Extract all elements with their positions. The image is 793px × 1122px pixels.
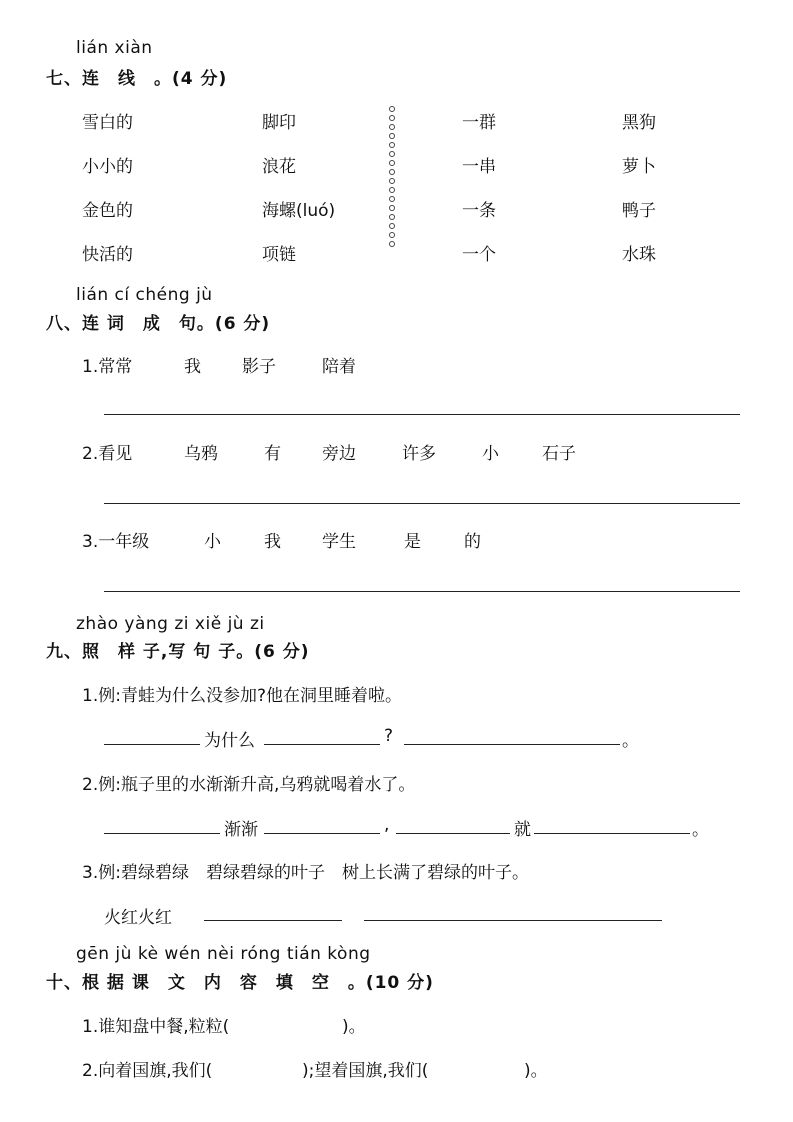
section10-pinyin: gēn jù kè wén nèi róng tián kòng [76, 944, 371, 964]
word-card: 2.看见 [82, 444, 133, 464]
dotted-divider [388, 106, 396, 250]
blank-line[interactable] [104, 744, 200, 745]
word-card: 乌鸦 [184, 444, 218, 464]
word-card: 陪着 [322, 357, 356, 377]
word-card: 旁边 [322, 444, 356, 464]
blank-line[interactable] [404, 744, 620, 745]
blank-line[interactable] [396, 833, 510, 834]
fill-text: 。 [622, 731, 639, 751]
match-left-word[interactable]: 小小的 [82, 157, 133, 177]
section9-title: 九、照 样 子,写 句 子。(6 分) [46, 642, 310, 662]
fill-text: 火红火红 [104, 908, 172, 928]
match-right-word[interactable]: 萝卜 [622, 157, 656, 177]
fill-text: 1.谁知盘中餐,粒粒( [82, 1017, 230, 1037]
match-left-word[interactable]: 脚印 [262, 113, 296, 133]
word-card: 学生 [322, 532, 356, 552]
blank-line[interactable] [264, 744, 380, 745]
match-left-word[interactable]: 海螺(luó) [262, 201, 336, 221]
word-card: 小 [204, 532, 221, 552]
fill-text: 渐渐 [224, 820, 258, 840]
word-card: 是 [404, 532, 421, 552]
section9-pinyin: zhào yàng zi xiě jù zi [76, 614, 265, 634]
example-sentence: 3.例:碧绿碧绿 碧绿碧绿的叶子 树上长满了碧绿的叶子。 [82, 863, 529, 883]
section8-pinyin: lián cí chéng jù [76, 285, 213, 305]
match-right-word[interactable]: 一条 [462, 201, 496, 221]
match-left-word[interactable]: 快活的 [82, 245, 133, 265]
word-card: 我 [184, 357, 201, 377]
fill-text: )。 [524, 1061, 548, 1081]
answer-line[interactable] [104, 414, 740, 415]
word-card: 3.一年级 [82, 532, 150, 552]
match-right-word[interactable]: 鸭子 [622, 201, 656, 221]
match-left-word[interactable]: 项链 [262, 245, 296, 265]
fill-text: 2.向着国旗,我们( [82, 1061, 213, 1081]
blank-line[interactable] [364, 920, 662, 921]
word-card: 1.常常 [82, 357, 133, 377]
match-right-word[interactable]: 一群 [462, 113, 496, 133]
word-card: 影子 [242, 357, 276, 377]
fill-text: 为什么 [204, 731, 255, 751]
match-right-word[interactable]: 一串 [462, 157, 496, 177]
fill-text: 就 [514, 820, 531, 840]
match-right-word[interactable]: 水珠 [622, 245, 656, 265]
match-right-word[interactable]: 黑狗 [622, 113, 656, 133]
blank-line[interactable] [104, 833, 220, 834]
answer-line[interactable] [104, 591, 740, 592]
section10-title: 十、根 据 课 文 内 容 填 空 。(10 分) [46, 973, 434, 993]
word-card: 许多 [402, 444, 436, 464]
example-sentence: 1.例:青蛙为什么没参加?他在洞里睡着啦。 [82, 686, 402, 706]
fill-text: )。 [342, 1017, 366, 1037]
word-card: 我 [264, 532, 281, 552]
section7-pinyin: lián xiàn [76, 38, 153, 58]
blank-line[interactable] [204, 920, 342, 921]
fill-text: 。 [692, 820, 709, 840]
answer-line[interactable] [104, 503, 740, 504]
section8-title: 八、连 词 成 句。(6 分) [46, 314, 271, 334]
section7-title: 七、连 线 。(4 分) [46, 69, 228, 89]
match-left-word[interactable]: 雪白的 [82, 113, 133, 133]
word-card: 石子 [542, 444, 576, 464]
match-left-word[interactable]: 浪花 [262, 157, 296, 177]
word-card: 小 [482, 444, 499, 464]
example-sentence: 2.例:瓶子里的水渐渐升高,乌鸦就喝着水了。 [82, 775, 416, 795]
blank-line[interactable] [534, 833, 690, 834]
word-card: 的 [464, 532, 481, 552]
fill-text: );望着国旗,我们( [302, 1061, 429, 1081]
fill-text: ? [384, 726, 394, 746]
word-card: 有 [264, 444, 281, 464]
match-right-word[interactable]: 一个 [462, 245, 496, 265]
fill-text: , [384, 815, 390, 835]
blank-line[interactable] [264, 833, 380, 834]
match-left-word[interactable]: 金色的 [82, 201, 133, 221]
